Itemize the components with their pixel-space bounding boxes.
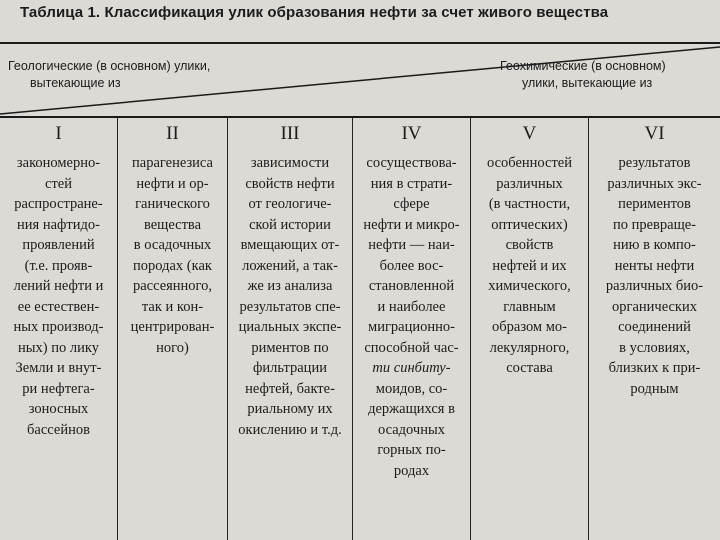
table-column-1: [0, 118, 118, 540]
column-text-line: родным: [630, 380, 679, 397]
header-geological-line-1: Геологические (в основном) улики,: [8, 59, 211, 73]
column-text-line: ных) по лику: [18, 339, 99, 356]
column-text-line: родах: [393, 462, 430, 479]
column-number: II: [166, 123, 179, 144]
column-text-line: нефти и ор-: [136, 175, 209, 192]
column-text-line: ри нефтега-: [22, 380, 95, 397]
table-column-3: [228, 118, 353, 540]
column-text-line: ния нафтидо-: [17, 216, 100, 233]
column-text-line: ного): [156, 339, 189, 356]
column-text-line: особенностей: [486, 155, 573, 171]
column-text-line: в условиях,: [619, 339, 690, 356]
header-geological: [8, 58, 288, 92]
column-text-line: проявлений: [22, 237, 95, 253]
column-text-line: химического,: [488, 278, 571, 294]
column-text-line: лекулярного,: [489, 339, 570, 356]
column-text-line: свойств: [505, 237, 554, 253]
header-geochemical: [500, 58, 715, 92]
column-number: IV: [401, 123, 422, 144]
header-geological-line-2: вытекающие из: [30, 76, 121, 90]
column-text-line: нию в компо-: [613, 237, 696, 253]
column-text-line: бассейнов: [27, 421, 90, 438]
table-columns: [0, 118, 720, 540]
column-text-line: вещества: [143, 216, 202, 233]
column-text-line: (в частности,: [488, 196, 571, 212]
column-text-line: периментов: [618, 196, 691, 212]
column-text-line: стей: [45, 175, 72, 192]
header-geochemical-line-1: Геохимические (в основном): [500, 59, 666, 73]
column-text-line: парагенезиса: [132, 155, 213, 171]
column-number: I: [55, 123, 62, 144]
column-text-line: нефтей, бакте-: [245, 380, 335, 397]
table-column-4: [353, 118, 471, 540]
column-text-line: нефти и микро-: [363, 216, 460, 233]
table-column-6: [589, 118, 720, 540]
column-text-line: ложений, а так-: [242, 257, 338, 274]
column-text-line: закономерно-: [16, 155, 101, 171]
column-text-line: ее естествен-: [17, 298, 100, 315]
column-number: III: [280, 123, 300, 144]
header-geochemical-line-2: улики, вытекающие из: [522, 76, 653, 90]
column-text-line: в осадочных: [133, 237, 212, 253]
table-column-2: [118, 118, 228, 540]
column-text-line: свойств нефти: [245, 175, 335, 192]
column-text-line: состава: [506, 360, 553, 376]
column-text-line: главным: [503, 298, 556, 315]
column-text-line: же из анализа: [247, 278, 333, 294]
column-text-line: риальному их: [247, 401, 333, 417]
column-text-line: зоносных: [28, 401, 89, 417]
column-text-line: ганического: [135, 196, 210, 212]
column-number: V: [522, 123, 537, 144]
column-text-line: осадочных: [378, 421, 445, 438]
column-text-line: сфере: [393, 196, 430, 212]
column-text-line: вмещающих от-: [240, 237, 340, 253]
column-text-line: циальных экспе-: [238, 319, 342, 335]
table-title: Таблица 1. Классификация улик образования нефти за счет живого вещества: [20, 4, 609, 21]
column-text-line: ской истории: [249, 216, 331, 233]
column-text-line: зависимости: [250, 155, 330, 171]
column-text-line: (т.е. прояв‑: [24, 257, 93, 274]
column-text-line: способной час-: [364, 339, 459, 356]
column-text-line: от геологиче-: [248, 196, 332, 212]
column-text-line: ных производ-: [13, 319, 104, 335]
column-text-line: ненты нефти: [614, 257, 695, 274]
column-text-line: сосуществова-: [366, 155, 457, 171]
column-text-line: ти синбиту-: [372, 360, 451, 376]
column-text-line: нефти — наи-: [368, 237, 455, 253]
column-text-line: более вос-: [379, 257, 444, 274]
column-text-line: оптических): [491, 216, 568, 233]
column-text-line: распростране-: [14, 196, 103, 212]
column-text-line: лений нефти и: [13, 278, 104, 294]
column-text-line: миграционно-: [368, 319, 455, 335]
column-number: VI: [644, 123, 665, 144]
column-text-line: окислению и т.д.: [238, 421, 342, 438]
column-text-line: различных био-: [605, 278, 704, 294]
column-text-line: центрирован-: [130, 319, 215, 335]
column-text-line: образом мо-: [492, 319, 567, 335]
column-text-line: так и кон-: [141, 298, 204, 315]
column-text-line: различных: [496, 175, 563, 192]
column-text-line: результатов: [618, 155, 691, 171]
column-text-line: соединений: [618, 319, 691, 335]
column-text-line: близких к при-: [608, 360, 701, 376]
column-text-line: по превраще-: [612, 216, 697, 233]
column-text-line: породах (как: [133, 257, 212, 274]
column-text-line: ния в страти-: [370, 175, 453, 192]
column-text-line: результатов спе-: [239, 298, 341, 315]
column-text-line: различных экс-: [607, 175, 702, 192]
column-text-line: моидов, со-: [375, 380, 448, 397]
column-text-line: риментов по: [251, 339, 329, 356]
column-text-line: рассеянного,: [132, 278, 213, 294]
column-text-line: Земли и внут-: [15, 360, 102, 376]
column-text-line: фильтрации: [253, 360, 327, 376]
column-text-line: нефтей и их: [492, 257, 567, 274]
column-text-line: держащихся в: [368, 401, 455, 417]
column-text-line: становленной: [368, 278, 455, 294]
column-text-line: горных по-: [377, 442, 446, 458]
table-column-5: [471, 118, 589, 540]
column-text-line: и наиболее: [377, 298, 446, 315]
column-text-line: органических: [612, 298, 697, 315]
